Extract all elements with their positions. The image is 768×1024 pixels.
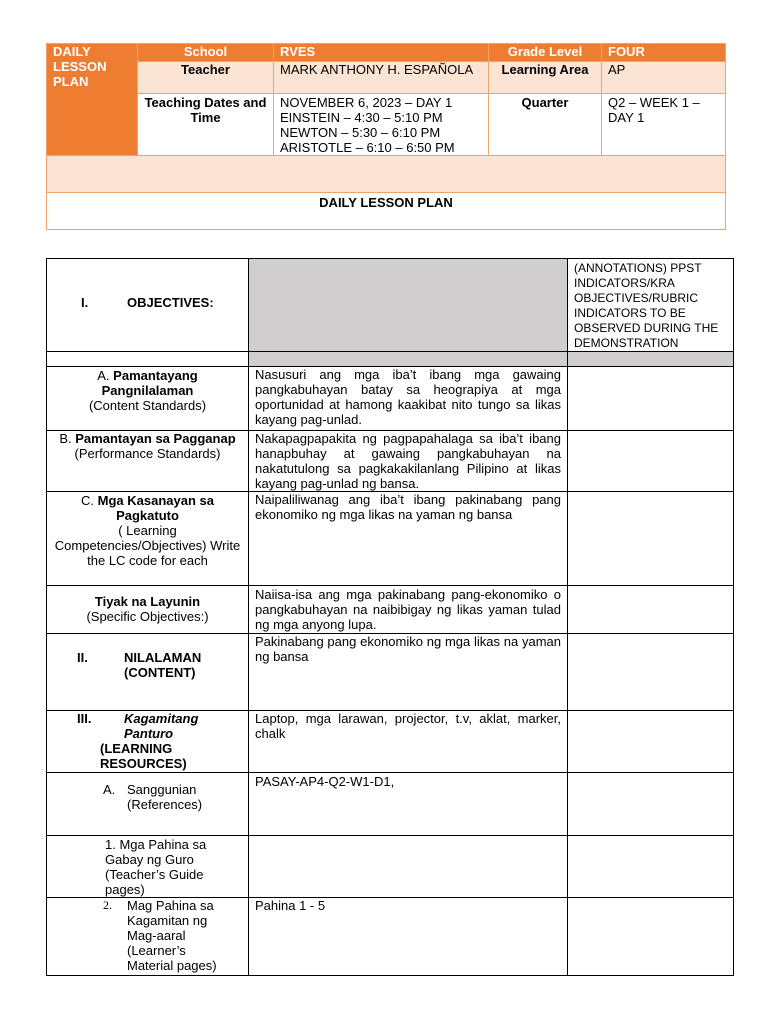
teacher-label: Teacher <box>138 62 274 94</box>
specific-objectives-sub: (Specific Objectives:) <box>86 609 209 624</box>
resources-value: Laptop, mga larawan, projector, t.v, aklat, marker, chalk <box>249 711 568 773</box>
content-heading: NILALAMAN (CONTENT) <box>124 650 202 680</box>
resources-heading <box>100 711 234 771</box>
annotation-cell <box>568 711 734 773</box>
objectives-number: I. <box>81 295 89 310</box>
annotation-cell <box>568 586 734 634</box>
objectives-heading-cell <box>47 259 249 352</box>
dates-line: EINSTEIN – 4:30 – 5:10 PM <box>280 110 443 125</box>
dates-value <box>274 94 489 156</box>
content-standards-sub: (Content Standards) <box>88 398 207 413</box>
spacer-cell <box>47 352 249 367</box>
annotation-cell <box>568 492 734 586</box>
competencies-value: Naipaliliwanag ang iba’t ibang pakinabang pang ekonomiko ng mga likas na yaman ng bansa <box>249 492 568 586</box>
grade-label: Grade Level <box>489 44 602 62</box>
annotation-cell <box>568 836 734 898</box>
quarter-value: Q2 – WEEK 1 – DAY 1 <box>602 94 726 156</box>
spacer-shaded-cell <box>568 352 734 367</box>
content-number: II. <box>77 650 88 665</box>
competencies-prefix: C. <box>81 493 98 508</box>
dates-line: ARISTOTLE – 6:10 – 6:50 PM <box>280 140 455 155</box>
performance-standards-sub: (Performance Standards) <box>74 446 221 461</box>
content-standards-title: Pamantayang Pangnilalaman <box>101 368 198 398</box>
annotation-cell <box>568 898 734 976</box>
competencies-sub: ( Learning Competencies/Objectives) Write the LC code for each <box>54 523 241 568</box>
annotation-cell <box>568 634 734 711</box>
dates-label: Teaching Dates and Time <box>138 94 274 156</box>
spacer-shaded-cell <box>249 352 568 367</box>
competencies-title: Mga Kasanayan sa Pagkatuto <box>97 493 214 523</box>
performance-standards-value: Nakapagpapakita ng pagpapahalaga sa iba’t ibang hanapbuhay at gawaing pangkabuhayan na nakatutulong sa pagkakakilanlang Pilipino at likas kayang pag-unlad ng bansa. <box>249 431 568 492</box>
area-label: Learning Area <box>489 62 602 94</box>
content-value: Pakinabang pang ekonomiko ng mga likas na yaman ng bansa <box>249 634 568 711</box>
lm-pages-value: Pahina 1 - 5 <box>249 898 568 976</box>
references-value: PASAY-AP4-Q2-W1-D1, <box>249 773 568 836</box>
competencies-label <box>47 492 249 586</box>
performance-standards-title: Pamantayan sa Pagganap <box>75 431 236 446</box>
school-label: School <box>138 44 274 62</box>
objectives-heading: OBJECTIVES: <box>127 295 214 310</box>
lm-pages-label: Mag Pahina sa Kagamitan ng Mag-aaral (Learner’s Material pages) <box>127 898 217 973</box>
content-heading-cell <box>47 634 249 711</box>
blank-band <box>47 156 726 193</box>
dates-line: NOVEMBER 6, 2023 – DAY 1 <box>280 95 453 110</box>
resources-heading-cell <box>47 711 249 773</box>
dlp-label-cell <box>47 44 138 156</box>
teacher-value: MARK ANTHONY H. ESPAÑOLA <box>274 62 489 94</box>
specific-objectives-label <box>47 586 249 634</box>
objectives-shaded-cell <box>249 259 568 352</box>
header-table <box>46 43 726 230</box>
tg-pages-label-cell <box>47 836 249 898</box>
performance-standards-label <box>47 431 249 492</box>
dates-line: NEWTON – 5:30 – 6:10 PM <box>280 125 441 140</box>
resources-number: III. <box>77 711 92 726</box>
content-standards-label <box>47 367 249 431</box>
school-value: RVES <box>274 44 489 62</box>
resources-sub: (LEARNING RESOURCES) <box>100 741 187 771</box>
tg-pages-value <box>249 836 568 898</box>
dlp-label: DAILY LESSON PLAN <box>53 44 107 89</box>
content-standards-value: Nasusuri ang mga iba’t ibang mga gawaing pangkabuhayan batay sa heograpiya at mga oportunidad at hamong kaakibat nito tungo sa likas kayang pag-unlad. <box>249 367 568 431</box>
lesson-plan-table <box>46 258 734 976</box>
resources-title: Kagamitang Panturo <box>124 711 199 741</box>
lm-pages-label-cell <box>47 898 249 976</box>
references-label-cell <box>47 773 249 836</box>
grade-value: FOUR <box>602 44 726 62</box>
content-standards-prefix: A. <box>97 368 114 383</box>
document-title: DAILY LESSON PLAN <box>47 193 726 230</box>
quarter-label: Quarter <box>489 94 602 156</box>
references-label: Sanggunian (References) <box>127 782 203 812</box>
tg-pages-label: 1. Mga Pahina sa Gabay ng Guro (Teacher’s Guide pages) <box>105 837 207 897</box>
area-value: AP <box>602 62 726 94</box>
performance-standards-prefix: B. <box>59 431 76 446</box>
lm-pages-number: 2. <box>103 898 112 912</box>
annotation-cell <box>568 431 734 492</box>
annotations-header: (ANNOTATIONS) PPST INDICATORS/KRA OBJECTIVES/RUBRIC INDICATORS TO BE OBSERVED DURING THE DEMONSTRATION <box>568 259 734 352</box>
specific-objectives-value: Naiisa-isa ang mga pakinabang pang-ekonomiko o pangkabuhayan na naibibigay ng likas yaman tulad ng mga anyong lupa. <box>249 586 568 634</box>
references-number: A. <box>103 782 116 797</box>
annotation-cell <box>568 773 734 836</box>
annotation-cell <box>568 367 734 431</box>
specific-objectives-title: Tiyak na Layunin <box>94 594 201 609</box>
